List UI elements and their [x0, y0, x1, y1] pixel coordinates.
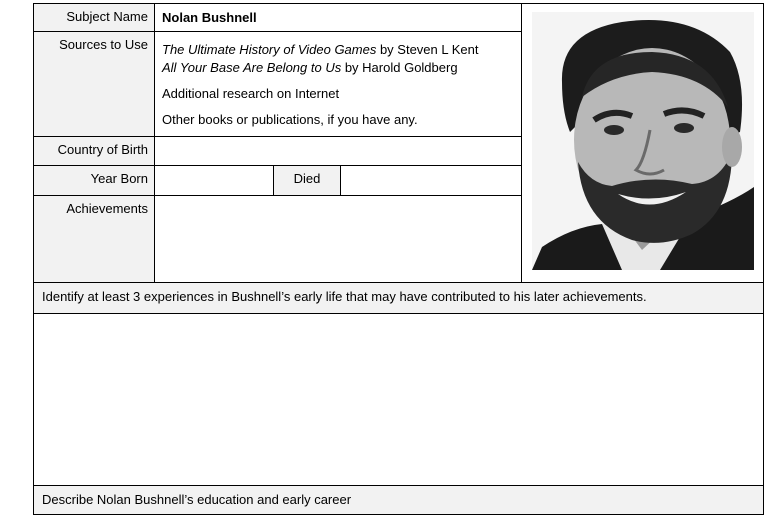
row-divider-sources	[34, 136, 522, 137]
year-born-label-cell	[34, 166, 154, 195]
source-1-title: The Ultimate History of Video Games	[162, 42, 377, 57]
photo-column-divider	[521, 4, 522, 282]
source-line-2	[162, 60, 458, 75]
sources-label-cell	[34, 32, 154, 136]
source-2-author: by Harold Goldberg	[341, 60, 458, 75]
row-divider-country	[34, 165, 522, 166]
answer-early-life-field[interactable]	[34, 314, 763, 485]
country-label: Country of Birth	[57, 142, 148, 157]
died-label: Died	[293, 171, 321, 186]
question-education: Describe Nolan Bushnell’s education and early career	[42, 492, 352, 507]
worksheet-form	[33, 3, 764, 515]
source-line-4: Other books or publications, if you have any.	[162, 112, 418, 127]
question-early-life: Identify at least 3 experiences in Bushnell’s early life that may have contributed to his later achievements.	[42, 289, 647, 304]
source-line-1	[162, 42, 478, 57]
subject-name-label: Subject Name	[66, 9, 148, 24]
row-divider-question1	[34, 313, 763, 314]
source-2-title: All Your Base Are Belong to Us	[162, 60, 342, 75]
row-divider-answer1	[34, 485, 763, 486]
question-education-bar	[34, 486, 763, 514]
year-born-field[interactable]	[155, 166, 274, 195]
portrait-photo-svg	[532, 12, 754, 270]
source-1-author: by Steven L Kent	[376, 42, 479, 57]
subject-name-value[interactable]: Nolan Bushnell	[162, 10, 257, 25]
row-divider-year	[34, 195, 522, 196]
question-early-life-bar	[34, 283, 763, 313]
label-column-divider	[154, 4, 155, 282]
country-label-cell	[34, 137, 154, 166]
achievements-label: Achievements	[66, 201, 148, 216]
died-value-divider	[340, 166, 341, 195]
died-field[interactable]	[341, 166, 522, 195]
source-line-3: Additional research on Internet	[162, 86, 340, 101]
year-born-label: Year Born	[90, 171, 148, 186]
achievements-field[interactable]	[155, 196, 522, 282]
year-died-divider	[273, 166, 274, 195]
died-label-cell	[274, 166, 340, 195]
country-of-birth-field[interactable]	[155, 137, 522, 166]
subject-name-label-cell	[34, 4, 154, 32]
achievements-label-cell	[34, 196, 154, 282]
sources-label: Sources to Use	[59, 37, 148, 52]
portrait-photo-icon	[532, 12, 754, 270]
row-divider-achievements	[34, 282, 763, 283]
row-divider-subject	[34, 31, 522, 32]
